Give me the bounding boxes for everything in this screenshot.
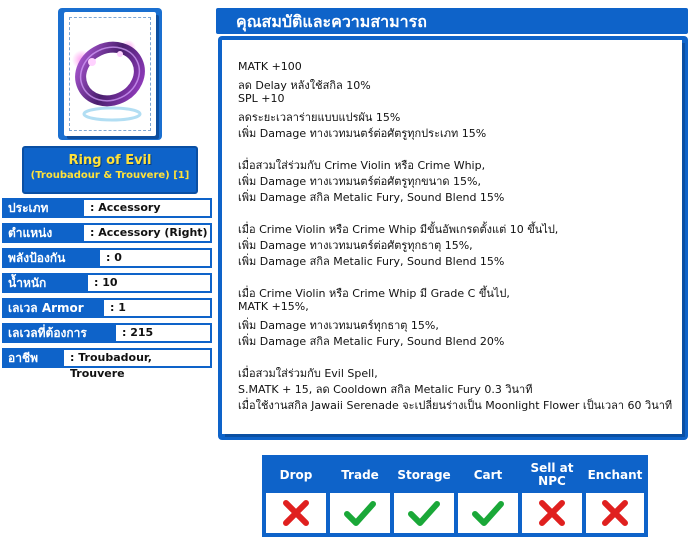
desc-line: เพิ่ม Damage สกิล Metalic Fury, Sound Blend 20%: [238, 335, 505, 348]
cross-icon: [281, 498, 311, 528]
trade-header-sell-at-npc: Sell at NPC: [530, 461, 574, 488]
attr-label: น้ำหนัก: [2, 273, 86, 293]
item-subtitle: (Troubadour & Trouvere) [1]: [30, 170, 190, 181]
trade-cell-enchant: [586, 493, 644, 533]
purple-ring-icon: [68, 26, 152, 126]
trade-header-drop: Drop: [279, 467, 313, 482]
trade-header-cart: Cart: [473, 467, 503, 482]
trade-cell-trade: [330, 493, 390, 533]
trade-cell-sell-at-npc: [522, 493, 582, 533]
attr-row-jobs: [2, 348, 212, 380]
desc-line: เพิ่ม Damage ทางเวทมนตร์ต่อศัตรูทุกธาตุ 15%,: [238, 239, 473, 252]
attr-row-required-level: [2, 323, 212, 343]
desc-line: เพิ่ม Damage สกิล Metalic Fury, Sound Blend 15%: [238, 191, 505, 204]
desc-line: SPL +10: [238, 92, 285, 105]
desc-line: ลดระยะเวลาร่ายแบบแปรผัน 15%: [238, 111, 401, 124]
cross-icon: [537, 498, 567, 528]
desc-line: เมื่อใช้งานสกิล Jawaii Serenade จะเปลี่ยนร่างเป็น Moonlight Flower เป็นเวลา 60 วินาที: [238, 399, 673, 412]
description-panel: [218, 36, 688, 440]
check-icon: [407, 498, 441, 528]
desc-line: เมื่อ Crime Violin หรือ Crime Whip มี Grade C ขึ้นไป,: [238, 287, 510, 300]
attr-row-weight: [2, 273, 212, 293]
desc-line: MATK +100: [238, 60, 302, 73]
attr-value: : 10: [86, 273, 212, 293]
trade-header-trade: Trade: [341, 467, 379, 482]
trade-cell-drop: [266, 493, 326, 533]
panel-title: คุณสมบัติและความสามารถ: [236, 12, 427, 31]
trade-cell-storage: [394, 493, 454, 533]
attr-value: : 215: [114, 323, 212, 343]
item-image-card: [58, 8, 162, 140]
item-name-banner: [22, 146, 198, 194]
attr-label: ตำแหน่ง: [2, 223, 82, 243]
desc-line: เพิ่ม Damage สกิล Metalic Fury, Sound Blend 15%: [238, 255, 505, 268]
attr-value: : Troubadour, Trouvere: [62, 348, 212, 368]
description-body: [222, 40, 682, 434]
trade-header-storage: Storage: [397, 467, 451, 482]
desc-line: เมื่อ Crime Violin หรือ Crime Whip มีขั้นอัพเกรดตั้งแต่ 10 ขึ้นไป,: [238, 223, 559, 236]
check-icon: [471, 498, 505, 528]
item-name: Ring of Evil: [68, 153, 152, 168]
attr-label: ประเภท: [2, 198, 82, 218]
check-icon: [343, 498, 377, 528]
attr-row-defense: [2, 248, 212, 268]
attr-label: เลเวล Armor: [2, 298, 102, 318]
desc-line: ลด Delay หลังใช้สกิล 10%: [238, 79, 371, 92]
attr-value: : Accessory (Right): [82, 223, 212, 243]
attr-row-armor-level: [2, 298, 212, 318]
desc-line: MATK +15%,: [238, 300, 309, 313]
desc-line: เมื่อสวมใส่ร่วมกับ Crime Violin หรือ Crime Whip,: [238, 159, 486, 172]
attr-row-position: [2, 223, 212, 243]
cross-icon: [600, 498, 630, 528]
attr-value: : 1: [102, 298, 212, 318]
attr-label: เลเวลที่ต้องการ: [2, 323, 114, 343]
trade-cell-cart: [458, 493, 518, 533]
attr-row-type: [2, 198, 212, 218]
attr-value: : 0: [98, 248, 212, 268]
desc-line: S.MATK + 15, ลด Cooldown สกิล Metalic Fury 0.3 วินาที: [238, 383, 533, 396]
attr-value: : Accessory: [82, 198, 212, 218]
desc-line: เมื่อสวมใส่ร่วมกับ Evil Spell,: [238, 367, 378, 380]
desc-line: เพิ่ม Damage ทางเวทมนตร์ทุกธาตุ 15%,: [238, 319, 439, 332]
attr-label: พลังป้องกัน: [2, 248, 98, 268]
desc-line: เพิ่ม Damage ทางเวทมนตร์ต่อศัตรูทุกประเภท 15%: [238, 127, 487, 140]
trade-header-enchant: Enchant: [587, 467, 643, 482]
desc-line: เพิ่ม Damage ทางเวทมนตร์ต่อศัตรูทุกขนาด 15%,: [238, 175, 481, 188]
panel-title-bar: [216, 8, 688, 34]
trade-restriction-table: [262, 455, 648, 537]
attr-label: อาชีพ: [2, 348, 62, 368]
